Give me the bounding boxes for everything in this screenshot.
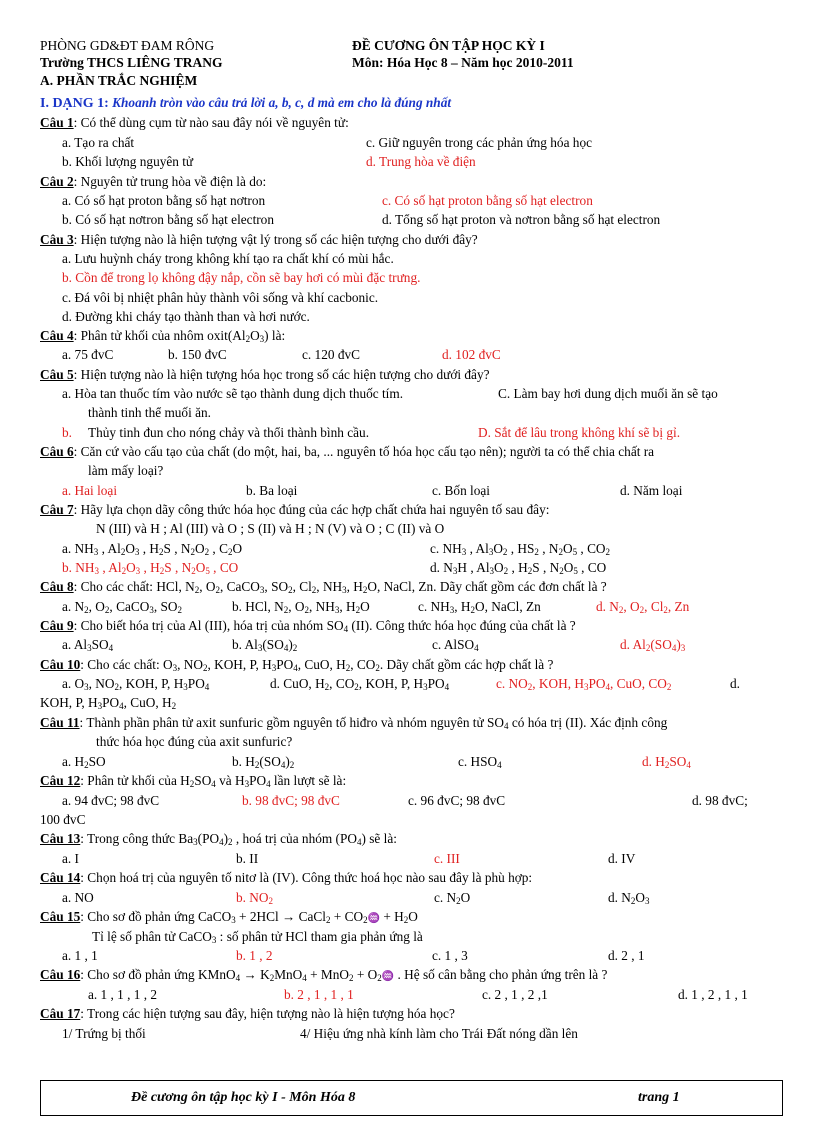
q11-option-b[interactable]: b. $H_2(SO_4)_2$ xyxy=(232,754,295,770)
question-11: Câu 11: Thành phần phân tử axit sunfuric gồm nguyên tố hiđro và nhóm nguyên tử $SO_4$ có hóa trị (II). Xác định công xyxy=(40,715,668,731)
q5-option-c-cont: thành tinh thể muối ăn. xyxy=(88,405,211,420)
q6-option-a[interactable]: a. Hai loại xyxy=(62,483,118,498)
q16-option-a[interactable]: a. 1 , 1 , 1 , 2 xyxy=(88,987,158,1002)
arrow-icon: → xyxy=(243,967,257,982)
gas-icon: ♒ xyxy=(381,971,395,982)
question-15-cont: Tỉ lệ số phân tử CaCO$_3$ : số phân tử HCl tham gia phản ứng là xyxy=(92,929,423,945)
q14-option-b[interactable]: b. $NO_2$ xyxy=(236,890,274,906)
q15-option-b[interactable]: b. 1 , 2 xyxy=(236,948,273,963)
type-heading xyxy=(40,95,451,112)
question-3: Câu 3: Hiện tượng nào là hiện tượng vật lý trong số các hiện tượng cho dưới đây? xyxy=(40,232,478,247)
doc-title: ĐỀ CƯƠNG ÔN TẬP HỌC KỲ I xyxy=(352,38,545,53)
q17-option-4[interactable]: 4/ Hiệu ứng nhà kính làm cho Trái Đất nóng dần lên xyxy=(300,1026,578,1041)
q15-option-c[interactable]: c. 1 , 3 xyxy=(432,948,468,963)
q11-option-d[interactable]: d. $H_2SO_4$ xyxy=(642,754,691,770)
q12-option-d[interactable]: d. 98 đvC; xyxy=(692,793,748,808)
q13-option-d[interactable]: d. IV xyxy=(608,851,636,866)
q16-option-c[interactable]: c. 2 , 1 , 2 ,1 xyxy=(482,987,548,1002)
question-15: Câu 15: Cho sơ đồ phản ứng CaCO$_3$ + 2HCl → CaCl$_2$ + $CO_2♒ + H_2O$ xyxy=(40,909,418,925)
question-4: Câu 4: Phân tử khối của nhôm $oxit(Al_2O_3)$ là: xyxy=(40,328,286,344)
q4-option-b[interactable]: b. 150 đvC xyxy=(168,347,227,362)
section-heading: A. PHẦN TRẮC NGHIỆM xyxy=(40,73,198,88)
question-2: Câu 2: Nguyên tử trung hòa về điện là do: xyxy=(40,174,267,189)
q17-option-1[interactable]: 1/ Trứng bị thối xyxy=(62,1026,146,1041)
q14-option-a[interactable]: a. NO xyxy=(62,890,94,905)
q2-option-d[interactable]: d. Tổng số hạt proton và nơtron bằng số hạt electron xyxy=(382,212,661,227)
q9-option-b[interactable]: b. $Al_3(SO_4)_2$ xyxy=(232,637,298,653)
q10-option-a[interactable]: a. $O_3$, $NO_2$, KOH, P, $H_3PO_4$ xyxy=(62,676,210,692)
q15-option-a[interactable]: a. 1 , 1 xyxy=(62,948,98,963)
q3-option-a[interactable]: a. Lưu huỳnh cháy trong không khí tạo ra chất khí có mùi hắc. xyxy=(62,251,394,266)
subject-line: Môn: Hóa Học 8 – Năm học 2010-2011 xyxy=(352,55,574,70)
q2-option-a[interactable]: a. Có số hạt proton bằng số hạt nơtron xyxy=(62,193,266,208)
q9-option-c[interactable]: c. AlSO$_4$ xyxy=(432,637,479,653)
q5-option-b[interactable]: Thủy tinh đun cho nóng chảy và thổi thành bình cầu. xyxy=(88,425,370,440)
q1-option-a[interactable]: a. Tạo ra chất xyxy=(62,135,135,150)
q12-option-d-cont: 100 đvC xyxy=(40,812,86,827)
q8-option-c[interactable]: c. $NH_3$, $H_2O$, NaCl, Zn xyxy=(418,599,541,615)
q9-option-d[interactable]: d. $Al_2(SO_4)_3$ xyxy=(620,637,686,653)
page-number: trang 1 xyxy=(638,1090,680,1105)
q6-option-c[interactable]: c. Bốn loại xyxy=(432,483,490,498)
type-instruction: Khoanh tròn vào câu trả lời a, b, c, d mà em cho là đúng nhất xyxy=(112,95,452,110)
q13-option-a[interactable]: a. I xyxy=(62,851,79,866)
q9-option-a[interactable]: a. $Al_3SO_4$ xyxy=(62,637,114,653)
q13-option-c[interactable]: c. III xyxy=(434,851,460,866)
q10-option-d-letter[interactable]: d. xyxy=(730,676,740,691)
q14-option-c[interactable]: c. $N_2O$ xyxy=(434,890,471,906)
q8-option-a[interactable]: a. $N_2$, $O_2$, CaCO$_3$, $SO_2$ xyxy=(62,599,182,615)
question-10: Câu 10: Cho các chất: $O_3$, $NO_2$, KOH, P, $H_3PO_4$, CuO, $H_2$, $CO_2$. Dãy chất gồm các hợp chất là ? xyxy=(40,657,554,673)
page-footer xyxy=(40,1080,783,1116)
q1-option-b[interactable]: b. Khối lượng nguyên tử xyxy=(62,154,194,169)
q6-option-d[interactable]: d. Năm loại xyxy=(620,483,683,498)
q8-option-b[interactable]: b. HCl, $N_2$, $O_2$, $NH_3$, $H_2O$ xyxy=(232,599,370,615)
q5-option-b-letter[interactable]: b. xyxy=(62,425,72,440)
q3-option-c[interactable]: c. Đá vôi bị nhiệt phân hủy thành vôi sống và khí cacbonic. xyxy=(62,290,379,305)
question-7: Câu 7: Hãy lựa chọn dãy công thức hóa học đúng của các hợp chất chứa hai nguyên tố sau đây: xyxy=(40,502,550,517)
question-14: Câu 14: Chọn hoá trị của nguyên tố nitơ là (IV). Công thức hoá học nào sau đây là phù hợp: xyxy=(40,870,533,885)
q7-option-c[interactable]: c. $NH_3$ , $Al_3O_2$ , $HS_2$ , $N_2O_5$ , $CO_2$ xyxy=(430,541,611,557)
gas-icon: ♒ xyxy=(367,913,381,924)
q5-option-a[interactable]: a. Hòa tan thuốc tím vào nước sẽ tạo thành dung dịch thuốc tím. xyxy=(62,386,404,401)
q10-option-b[interactable]: d. CuO, $H_2$, $CO_2$, KOH, P, $H_3PO_4$ xyxy=(270,676,450,692)
q7-option-b[interactable]: b. $NH_3$ , $Al_2O_3$ , $H_2S$ , $N_2O_5$ , CO xyxy=(62,560,239,576)
question-16: Câu 16: Cho sơ đồ phản ứng KMnO$_4$ → $K_2MnO_4 + MnO_2$ + $O_2♒$ . Hệ số cân bằng cho phản ứng trên là ? xyxy=(40,967,608,983)
q11-option-a[interactable]: a. $H_2SO$ xyxy=(62,754,106,770)
q7-option-d[interactable]: d. $N_3H$ , $Al_3O_2$ , $H_2S$ , $N_2O_5$ , CO xyxy=(430,560,607,576)
q15-option-d[interactable]: d. 2 , 1 xyxy=(608,948,645,963)
dept-name: PHÒNG GD&ĐT ĐAM RÔNG xyxy=(40,38,215,53)
q2-option-c[interactable]: c. Có số hạt proton bằng số hạt electron xyxy=(382,193,593,208)
q6-option-b[interactable]: b. Ba loại xyxy=(246,483,298,498)
q5-option-c[interactable]: C. Làm bay hơi dung dịch muối ăn sẽ tạo xyxy=(498,386,718,401)
q4-option-d[interactable]: d. 102 đvC xyxy=(442,347,501,362)
q1-option-c[interactable]: c. Giữ nguyên trong các phản ứng hóa học xyxy=(366,135,592,150)
arrow-icon: → xyxy=(281,909,296,924)
question-1: Câu 1: Có thể dùng cụm từ nào sau đây nói về nguyên tử: xyxy=(40,115,349,130)
q2-option-b[interactable]: b. Có số hạt nơtron bằng số hạt electron xyxy=(62,212,274,227)
q16-option-d[interactable]: d. 1 , 2 , 1 , 1 xyxy=(678,987,748,1002)
question-11-cont: thức hóa học đúng của axit sunfuric? xyxy=(96,734,293,749)
footer-title: Đề cương ôn tập học kỳ I - Môn Hóa 8 xyxy=(131,1090,356,1105)
q3-option-d[interactable]: d. Đường khi cháy tạo thành than và hơi nước. xyxy=(62,309,310,324)
q5-option-d[interactable]: D. Sắt để lâu trong không khí sẽ bị gỉ. xyxy=(478,425,681,440)
question-13: Câu 13: Trong công thức $Ba_3(PO_4)_2$ , hoá trị của nhóm $(PO_4)$ sẽ là: xyxy=(40,831,397,847)
q16-option-b[interactable]: b. 2 , 1 , 1 , 1 xyxy=(284,987,354,1002)
q12-option-a[interactable]: a. 94 đvC; 98 đvC xyxy=(62,793,160,808)
q4-option-a[interactable]: a. 75 đvC xyxy=(62,347,114,362)
q1-option-d[interactable]: d. Trung hòa về điện xyxy=(366,154,476,169)
q7-option-a[interactable]: a. $NH_3$ , $Al_2O_3$ , $H_2S$ , $N_2O_2$ , $C_2O$ xyxy=(62,541,243,557)
q3-option-b[interactable]: b. Cồn để trong lọ không đậy nắp, cồn sẽ bay hơi có mùi đặc trưng. xyxy=(62,270,421,285)
question-5: Câu 5: Hiện tượng nào là hiện tượng hóa học trong số các hiện tượng cho dưới đây? xyxy=(40,367,490,382)
q12-option-b[interactable]: b. 98 đvC; 98 đvC xyxy=(242,793,340,808)
question-7-cont: N (III) và H ; Al (III) và O ; S (II) và H ; N (V) và O ; C (II) và O xyxy=(96,521,445,536)
q14-option-d[interactable]: d. $N_2O_3$ xyxy=(608,890,650,906)
q10-option-c[interactable]: c. $NO_2$, KOH, $H_3PO_4$, CuO, $CO_2$ xyxy=(496,676,672,692)
type-label: I. DẠNG 1: xyxy=(40,96,109,111)
q10-option-d[interactable]: KOH, P, $H_3PO_4$, CuO, $H_2$ xyxy=(40,695,177,711)
q13-option-b[interactable]: b. II xyxy=(236,851,259,866)
q12-option-c[interactable]: c. 96 đvC; 98 đvC xyxy=(408,793,506,808)
question-9: Câu 9: Cho biết hóa trị của Al (III), hóa trị của nhóm $SO_4$ (II). Công thức hóa học đúng của chất là ? xyxy=(40,618,576,634)
question-17: Câu 17: Trong các hiện tượng sau đây, hiện tượng nào là hiện tượng hóa học? xyxy=(40,1006,455,1021)
q11-option-c[interactable]: c. $HSO_4$ xyxy=(458,754,502,770)
question-8: Câu 8: Cho các chất: HCl, $N_2$, $O_2$, CaCO$_3$, $SO_2$, $Cl_2$, $NH_3$, $H_2O$, NaCl, Zn. Dãy chất gồm các đơn chất là ? xyxy=(40,579,607,595)
question-6: Câu 6: Căn cứ vào cấu tạo của chất (do một, hai, ba, ... nguyên tố hóa học cấu tạo nên); người ta có thể chia chất ra xyxy=(40,444,655,459)
question-6-cont: làm mấy loại? xyxy=(88,463,164,478)
question-12: Câu 12: Phân tử khối của $H_2SO_4$ và $H_3PO_4$ lần lượt sẽ là: xyxy=(40,773,347,789)
q4-option-c[interactable]: c. 120 đvC xyxy=(302,347,360,362)
q8-option-d[interactable]: d. $N_2$, $O_2$, $Cl_2$, Zn xyxy=(596,599,690,615)
school-name: Trường THCS LIÊNG TRANG xyxy=(40,55,223,70)
